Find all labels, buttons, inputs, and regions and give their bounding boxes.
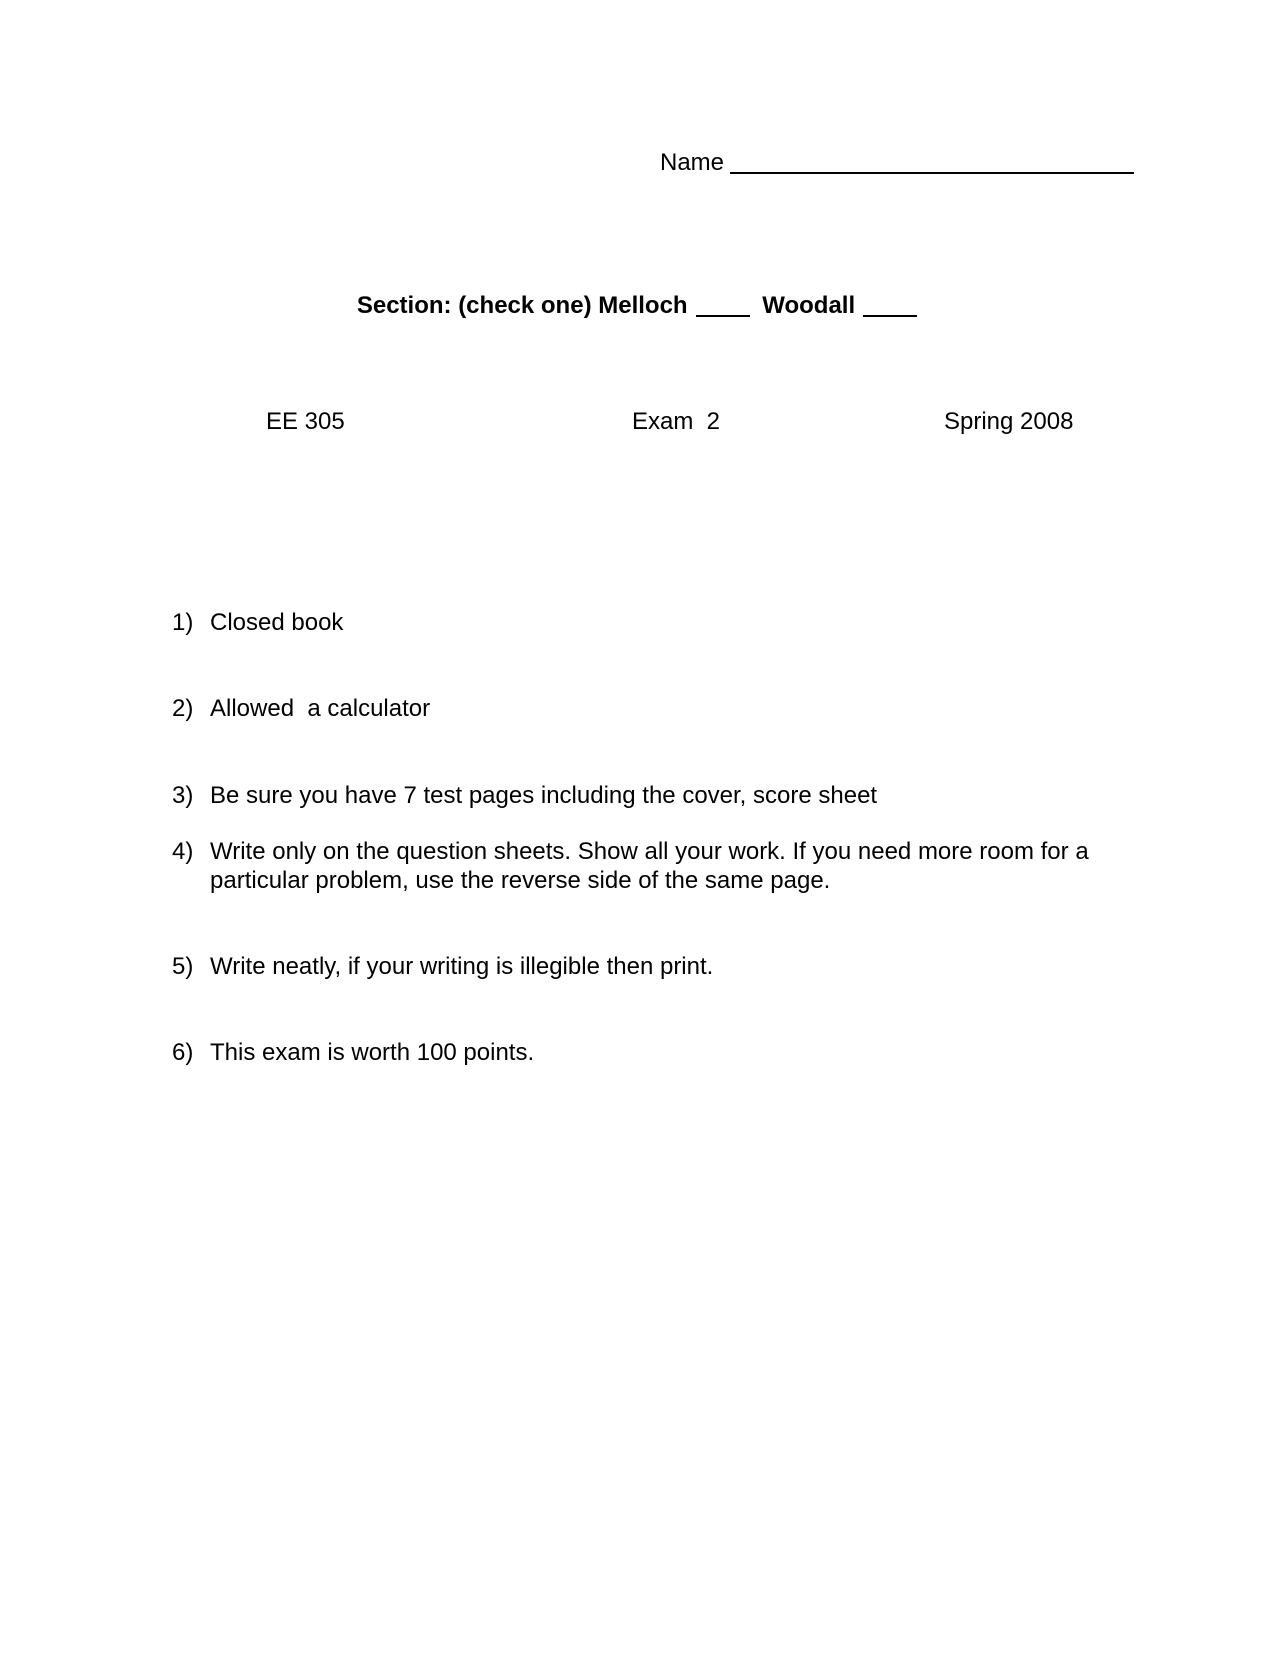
instruction-item — [172, 952, 1152, 981]
instruction-item — [172, 608, 1152, 637]
course-number: EE 305 — [266, 408, 345, 435]
instruction-item — [172, 694, 1152, 723]
instruction-number: 4) — [172, 838, 194, 865]
instruction-item — [172, 781, 1152, 810]
exam-term: Spring 2008 — [944, 408, 1074, 435]
instruction-text: This exam is worth 100 points. — [210, 1039, 535, 1066]
instruction-number: 6) — [172, 1039, 194, 1066]
section-option-melloch: Melloch — [598, 292, 688, 319]
section-selection — [0, 292, 1280, 320]
section-prefix: Section: (check one) — [356, 292, 592, 319]
woodall-check-blank — [863, 293, 917, 317]
exam-title: Exam 2 — [632, 408, 721, 435]
instruction-text: Closed book — [210, 609, 344, 636]
melloch-check-blank — [696, 293, 750, 317]
name-label: Name — [660, 149, 725, 176]
name-field — [660, 148, 1134, 177]
instruction-number: 3) — [172, 782, 194, 809]
instruction-text: Be sure you have 7 test pages including the cover, score sheet — [210, 782, 878, 809]
section-option-woodall: Woodall — [762, 292, 856, 319]
instruction-text: Allowed a calculator — [210, 695, 431, 722]
instruction-number: 5) — [172, 953, 194, 980]
instruction-number: 2) — [172, 695, 194, 722]
instruction-item — [172, 837, 1152, 895]
name-blank-line — [730, 148, 1134, 174]
instruction-item — [172, 1038, 1152, 1067]
instruction-number: 1) — [172, 609, 194, 636]
instruction-text: Write neatly, if your writing is illegible then print. — [210, 953, 714, 980]
instruction-text: Write only on the question sheets. Show all your work. If you need more room for a particular problem, use the reverse side of the same page. — [210, 838, 1096, 894]
